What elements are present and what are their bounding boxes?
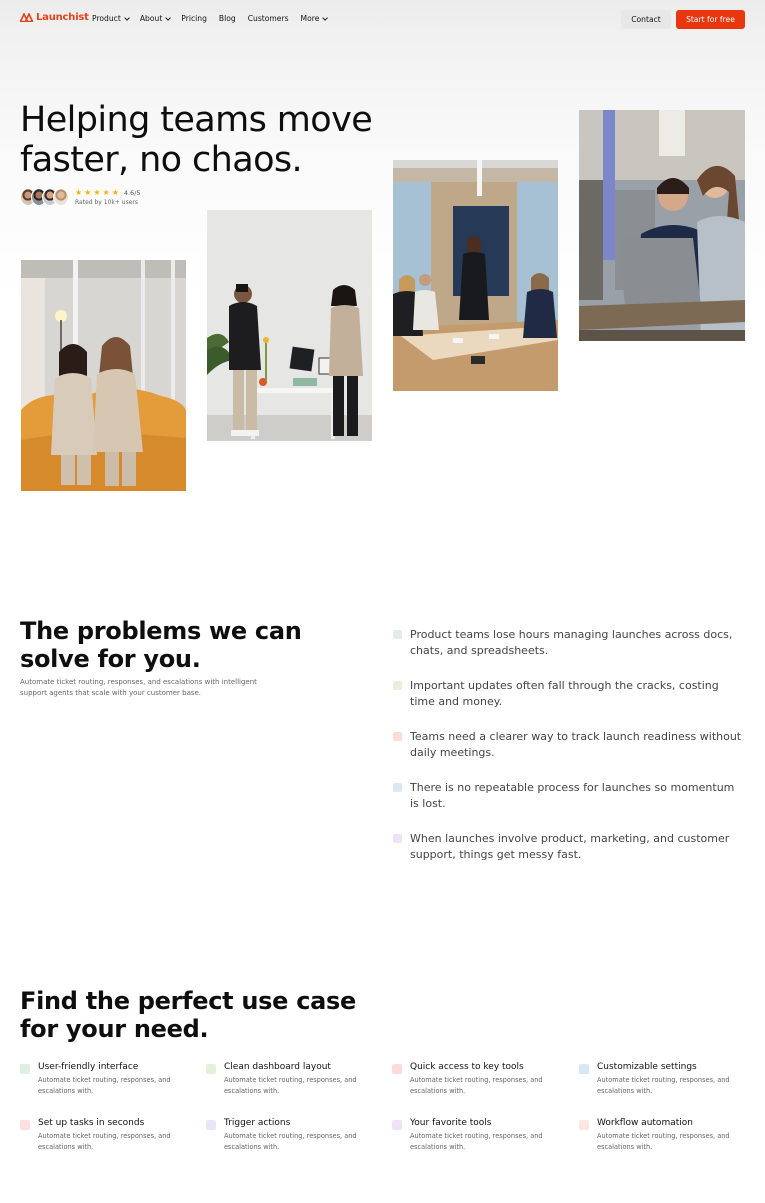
problem-item	[393, 678, 743, 709]
use-case-desc: Automate ticket routing, responses, and escalations with.	[410, 1076, 543, 1095]
use-case-title: User-friendly interface	[38, 1062, 139, 1072]
bullet-square-icon	[206, 1120, 216, 1130]
chevron-down-icon	[323, 15, 329, 21]
problem-text: When launches involve product, marketing, and customer support, things get messy fast.	[410, 832, 730, 861]
problems-subtitle: Automate ticket routing, responses, and escalations with intelligent support agents that scale with your customer base.	[20, 678, 257, 697]
avatar-stack	[20, 188, 64, 206]
bullet-square-icon	[20, 1120, 30, 1130]
bullet-square-icon	[393, 630, 402, 639]
logo-text: Launchist	[36, 12, 89, 23]
use-case-title: Set up tasks in seconds	[38, 1118, 145, 1128]
problem-item	[393, 729, 743, 760]
photo-meeting-room	[393, 160, 558, 391]
use-case-title: Clean dashboard layout	[224, 1062, 331, 1072]
star-icon: ★	[84, 187, 92, 197]
use-case-item[interactable]	[579, 1062, 749, 1098]
problem-text: Product teams lose hours managing launches across docs, chats, and spreadsheets.	[410, 628, 733, 657]
rating-score: 4.6/5	[123, 188, 141, 197]
use-case-desc: Automate ticket routing, responses, and escalations with.	[224, 1076, 357, 1095]
hero-title: Helping teams move faster, no chaos.	[20, 100, 373, 180]
photo-laptop-collab	[579, 110, 745, 341]
use-case-desc: Automate ticket routing, responses, and escalations with.	[38, 1132, 171, 1151]
problems-title: The problems we can solve for you.	[20, 617, 302, 673]
star-icon: ★	[102, 187, 110, 197]
nav-item-product[interactable]	[92, 14, 128, 23]
bullet-square-icon	[393, 834, 402, 843]
use-case-item[interactable]	[579, 1118, 749, 1154]
use-case-item[interactable]	[392, 1118, 562, 1154]
use-cases-title: Find the perfect use case for your need.	[20, 987, 356, 1043]
chevron-down-icon	[166, 15, 172, 21]
problem-text: There is no repeatable process for launches so momentum is lost.	[410, 781, 735, 810]
bullet-square-icon	[579, 1064, 589, 1074]
contact-button[interactable]: Contact	[621, 10, 671, 29]
bullet-square-icon	[579, 1120, 589, 1130]
use-case-item[interactable]	[20, 1118, 190, 1154]
start-for-free-button[interactable]: Start for free	[676, 10, 745, 29]
avatar	[53, 188, 69, 206]
use-case-title: Customizable settings	[597, 1062, 697, 1072]
use-case-item[interactable]	[206, 1062, 376, 1098]
problem-item	[393, 627, 743, 658]
use-case-desc: Automate ticket routing, responses, and escalations with.	[410, 1132, 543, 1151]
use-case-desc: Automate ticket routing, responses, and escalations with.	[597, 1076, 730, 1095]
nav-item-label: Pricing	[181, 14, 207, 23]
star-icon: ★	[93, 187, 101, 197]
bullet-square-icon	[20, 1064, 30, 1074]
use-case-desc: Automate ticket routing, responses, and escalations with.	[38, 1076, 171, 1095]
use-case-title: Workflow automation	[597, 1118, 693, 1128]
use-case-title: Your favorite tools	[410, 1118, 492, 1128]
bullet-square-icon	[392, 1120, 402, 1130]
star-icon: ★	[111, 187, 119, 197]
use-case-item[interactable]	[206, 1118, 376, 1154]
nav-item-label: Blog	[218, 14, 236, 23]
problem-item	[393, 780, 743, 811]
problem-item	[393, 831, 743, 862]
photo-standing-desk	[207, 210, 372, 441]
use-case-item[interactable]	[20, 1062, 190, 1098]
logo-mark-icon	[20, 13, 33, 22]
nav-item-label: About	[139, 14, 163, 23]
nav-item-label: Product	[92, 14, 121, 23]
main-menu	[92, 14, 326, 23]
logo[interactable]	[20, 12, 89, 23]
bullet-square-icon	[393, 732, 402, 741]
user-rating	[20, 188, 141, 206]
bullet-square-icon	[206, 1064, 216, 1074]
nav-item-customers[interactable]	[248, 14, 289, 23]
nav-item-blog[interactable]	[219, 14, 236, 23]
nav-item-about[interactable]	[140, 14, 169, 23]
problem-text: Important updates often fall through the cracks, costing time and money.	[410, 679, 719, 708]
problem-text: Teams need a clearer way to track launch readiness without daily meetings.	[410, 730, 742, 759]
rating-label: Rated by 10k+ users	[75, 198, 138, 206]
use-case-title: Trigger actions	[224, 1118, 291, 1128]
nav-item-pricing[interactable]	[181, 14, 207, 23]
bullet-square-icon	[392, 1064, 402, 1074]
bullet-square-icon	[393, 681, 402, 690]
top-nav	[0, 0, 765, 40]
use-case-desc: Automate ticket routing, responses, and escalations with.	[224, 1132, 357, 1151]
nav-item-label: Customers	[247, 14, 289, 23]
nav-item-more[interactable]	[301, 14, 327, 23]
use-case-desc: Automate ticket routing, responses, and escalations with.	[597, 1132, 730, 1151]
chevron-down-icon	[124, 15, 130, 21]
star-icon: ★	[75, 187, 83, 197]
use-case-title: Quick access to key tools	[410, 1062, 524, 1072]
photo-team-sofa	[21, 260, 186, 491]
bullet-square-icon	[393, 783, 402, 792]
use-case-item[interactable]	[392, 1062, 562, 1098]
nav-item-label: More	[300, 14, 320, 23]
